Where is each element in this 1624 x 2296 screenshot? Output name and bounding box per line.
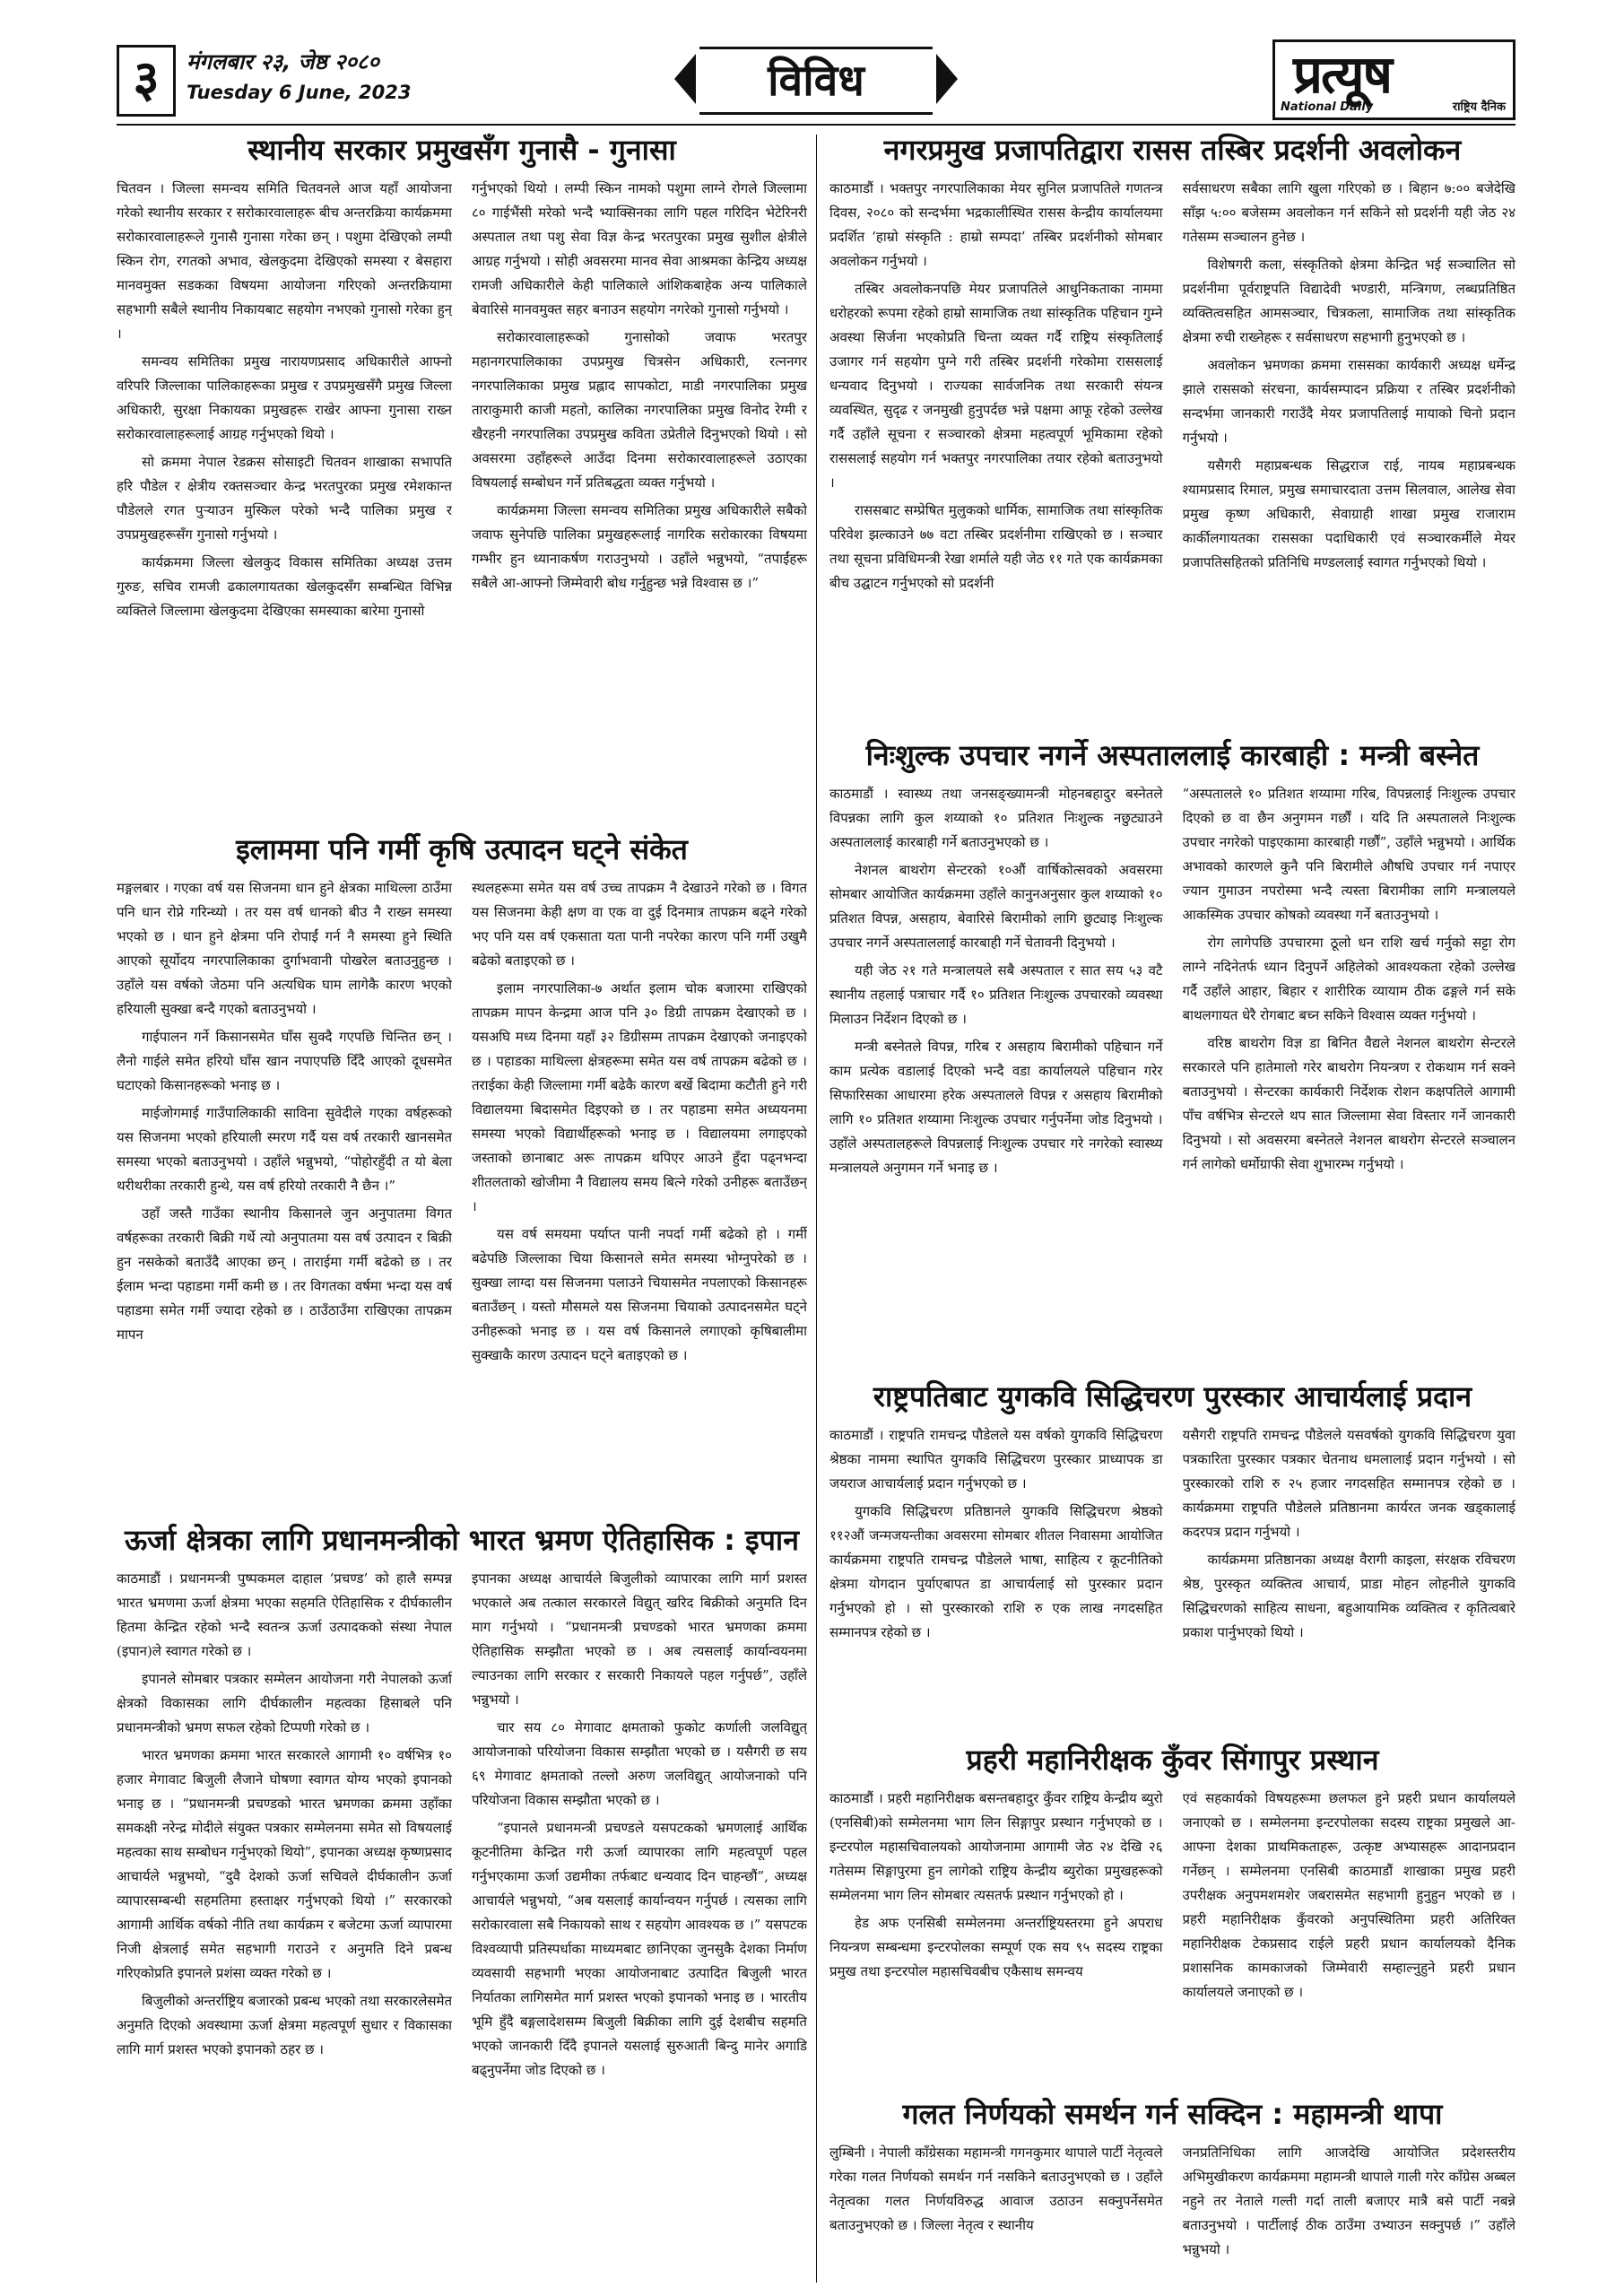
paragraph: काठमाडौं । प्रधानमन्त्री पुष्पकमल दाहाल ‘प्रचण्ड’ को हालै सम्पन्न भारत भ्रमणमा ऊर्जा क्षेत्रमा भएका सहमति ऐतिहासिक र दीर्घकालीन हितमा केन्द्रित रहेको भन्दै स्वतन्त्र ऊर्जा उत्पादकको संस्था नेपाल (इपान)ले स्वागत गरेको छ । bbox=[117, 1570, 452, 1659]
paragraph: अवलोकन भ्रमणका क्रममा राससका कार्यकारी अध्यक्ष धर्मेन्द्र झाले राससको संरचना, कार्यसम्पादन प्रक्रिया र तस्बिर प्रदर्शनीको सन्दर्भमा जानकारी गराउँदै मेयर प्रजापतिलाई मायाको चिनो प्रदान गर्नुभयो । bbox=[1182, 357, 1515, 446]
article-headline: प्रहरी महानिरीक्षक कुँवर सिंगापुर प्रस्थान bbox=[966, 1743, 1379, 1777]
article-headline: निःशुल्क उपचार नगर्ने अस्पताललाई कारबाही : मन्त्री बस्नेत bbox=[865, 738, 1480, 772]
article-column bbox=[117, 177, 452, 813]
date-nepali: मंगलबार २३, जेष्ठ २०८० bbox=[187, 49, 379, 74]
article-free-treatment bbox=[829, 735, 1515, 1368]
paragraph: यस वर्ष समयमा पर्याप्त पानी नपर्दा गर्मी बढेको हो । गर्मी बढेपछि जिल्लाका चिया किसानले समेत समस्या भोग्नुपरेको छ । सुक्खा लाग्दा यस सिजनमा पलाउने चियासमेत नपलाएको किसानहरू बताउँछन् । यस्तो मौसमले यस सिजनमा चियाको उत्पादनसमेत घट्ने उनीहरूको भनाइ छ । यस वर्ष किसानले लगाएको कृषिबालीमा सुक्खाकै कारण उत्पादन घट्ने बताइएको छ । bbox=[472, 1226, 807, 1363]
column-divider bbox=[816, 135, 817, 2283]
article-ilam-heat bbox=[117, 830, 807, 1511]
paragraph: रोग लागेपछि उपचारमा ठूलो धन राशि खर्च गर्नुको सट्टा रोग लाग्ने नदिनेतर्फ ध्यान दिनुपर्ने अहिलेको आवश्यकता रहेको उल्लेख गर्दै उहाँले आहार, बिहार र शारीरिक व्यायाम ठीक ढङ्गले गर्न सके बाथलगायत धेरै रोगबाट बच्न सकिने विश्वास व्यक्त गर्नुभयो । bbox=[1182, 935, 1515, 1023]
article-column bbox=[1183, 177, 1516, 715]
paragraph: यसैगरी महाप्रबन्धक सिद्धराज राई, नायब महाप्रबन्धक श्यामप्रसाद रिमाल, प्रमुख समाचारदाता उत्तम सिलवाल, आलेख सेवा प्रमुख कृष्ण अधिकारी, सेवाग्राही शाखा प्रमुख राजाराम कार्कीलगायतका राससका पदाधिकारी एवं सञ्चारकर्मीले मेयर प्रजापतिसहितको प्रतिनिधि मण्डललाई स्वागत गर्नुभएको थियो । bbox=[1182, 457, 1515, 570]
arrow-left-icon bbox=[674, 54, 696, 104]
date-block bbox=[187, 47, 411, 103]
article-column bbox=[829, 177, 1163, 715]
paragraph: काठमाडौं । प्रहरी महानिरीक्षक बसन्तबहादुर कुँवर राष्ट्रिय केन्द्रीय ब्युरो (एनसिबी)को सम्मेलनमा भाग लिन सिङ्गापुर प्रस्थान गर्नुभएको छ । इन्टरपोल महासचिवालयको आयोजनामा आगामी जेठ २४ देखि २६ गतेसम्म सिङ्गापुरमा हुन लागेको राष्ट्रिय केन्द्रीय ब्युरोका प्रमुखहरूको सम्मेलनमा भाग लिन सोमबार त्यसतर्फ प्रस्थान गर्नुभएको हो । bbox=[829, 1790, 1163, 1903]
paragraph: चितवन । जिल्ला समन्वय समिति चितवनले आज यहाँ आयोजना गरेको स्थानीय सरकार र सरोकारवालाहरू बीच अन्तरक्रिया कार्यक्रममा सरोकारवालाहरूले गुनासै गुनासा गरेका छन् । पशुमा देखिएको लम्पी स्किन रोग, रगतको अभाव, खेलकुदमा देखिएको समस्या र बेसहारा मानवमुक्त सडकका विषयमा आयोजना गरिएको अन्तरक्रियामा सहभागी सबैले स्थानीय निकायबाट सहयोग नभएको गुनासो गरेका हुन् । bbox=[117, 180, 452, 342]
article-headline: स्थानीय सरकार प्रमुखसँग गुनासै - गुनासा bbox=[248, 133, 676, 167]
newspaper-logo bbox=[1272, 39, 1515, 120]
paragraph: कार्यक्रममा प्रतिष्ठानका अध्यक्ष वैरागी काइला, संरक्षक रविचरण श्रेष्ठ, पुरस्कृत व्यक्तित्व आचार्य, प्राडा मोहन लोहनीले युगकवि सिद्धिचरणको साहित्य साधना, बहुआयामिक व्यक्तित्व र कृतित्वबारे प्रकाश पार्नुभएको थियो । bbox=[1182, 1552, 1515, 1640]
logo-tag-english: National Daily bbox=[1281, 100, 1374, 114]
article-energy-india-visit bbox=[117, 1520, 807, 2283]
article-column bbox=[1183, 1787, 1516, 2078]
paragraph: भारत भ्रमणका क्रममा भारत सरकारले आगामी १० वर्षभित्र १० हजार मेगावाट बिजुली लैजाने घोषणा स्वागत योग्य भएको इपानको भनाइ छ । “प्रधानमन्त्री प्रचण्डको भारत भ्रमणका क्रममा उहाँका समकक्षी नरेन्द्र मोदीले संयुक्त पत्रकार सम्मेलनमा समेत सो विषयलाई महत्वका साथ सम्बोधन गर्नुभएको थियो”, इपानका अध्यक्ष कृष्णप्रसाद आचार्यले भन्नुभयो, “दुवै देशको ऊर्जा सचिवले दीर्घकालीन ऊर्जा व्यापारसम्बन्धी सहमतिमा हस्ताक्षर गर्नुभएको थियो ।” सरकारको आगामी आर्थिक वर्षको नीति तथा कार्यक्रम र बजेटमा ऊर्जा व्यापारमा निजी क्षेत्रलाई समेत सहभागी गराउने र अनुमति दिने प्रबन्ध गरिएकोप्रति इपानले प्रशंसा व्यक्त गरेको छ । bbox=[117, 1747, 452, 1981]
article-police-chief bbox=[829, 1740, 1515, 2085]
paragraph: सरोकारवालाहरूको गुनासोको जवाफ भरतपुर महानगरपालिकाका उपप्रमुख चित्रसेन अधिकारी, रत्ननगर नगरपालिकाका प्रमुख प्रह्लाद सापकोटा, माडी नगरपालिका प्रमुख ताराकुमारी काजी महतो, कालिका नगरपालिका प्रमुख विनोद रेग्मी र खैरहनी नगरपालिका उपप्रमुख कविता उप्रेतीले दिनुभएको थियो । सो अवसरमा उहाँहरूले आउँदा दिनमा सरोकारवालाहरूले उठाएका विषयलाई सम्बोधन गर्ने प्रतिबद्धता व्यक्त गर्नुभयो । bbox=[472, 329, 807, 491]
paragraph: गाईपालन गर्ने किसानसमेत घाँस सुक्दै गएपछि चिन्तित छन् । लैनो गाईले समेत हरियो घाँस खान नपाएपछि दिँदै आएको दूधसमेत घटाएको किसानहरूको भनाइ छ । bbox=[117, 1029, 452, 1093]
article-column bbox=[472, 1567, 807, 2275]
article-column bbox=[472, 177, 807, 813]
paragraph: उहाँ जस्तै गाउँका स्थानीय किसानले जुन अनुपातमा विगत वर्षहरूका तरकारी बिक्री गर्थे त्यो अनुपातमा यस वर्ष उत्पादन र बिक्री हुन नसकेको बताउँदै आएका छन् । ताराईमा गर्मी बढेको छ । तर ईलाम भन्दा पहाडमा गर्मी कमी छ । तर विगतका वर्षमा भन्दा यस वर्ष पहाडमा समेत गर्मी ज्यादा रहेको छ । ठाउँठाउँमा राखिएका तापक्रम मापन bbox=[117, 1205, 452, 1343]
paragraph: काठमाडौं । राष्ट्रपति रामचन्द्र पौडेलले यस वर्षको युगकवि सिद्धिचरण श्रेष्ठका नाममा स्थापित युगकवि सिद्धिचरण पुरस्कार प्राध्यापक डा जयराज आचार्यलाई प्रदान गर्नुभएको छ । bbox=[829, 1427, 1163, 1492]
paragraph: राससबाट सम्प्रेषित मुलुकको धार्मिक, सामाजिक तथा सांस्कृतिक परिवेश झल्काउने ७७ वटा तस्बिर प्रदर्शनीमा राखिएको छ । सञ्चार तथा सूचना प्रविधिमन्त्री रेखा शर्माले यही जेठ ११ गते एक कार्यक्रमका बीच उद्घाटन गर्नुभएको सो प्रदर्शनी bbox=[829, 502, 1163, 591]
paragraph: तस्बिर अवलोकनपछि मेयर प्रजापतिले आधुनिकताका नाममा धरोहरको रूपमा रहेको हाम्रो सामाजिक तथा सांस्कृतिक पहिचान गुम्ने अवस्था सिर्जना भएकोप्रति चिन्ता व्यक्त गर्दै राष्ट्रिय संस्कृतिलाई उजागर गर्न सहयोग पुग्ने गरी तस्बिर प्रदर्शनी गरेकोमा राससलाई धन्यवाद दिनुभयो । राज्यका सार्वजनिक तथा सरकारी संयन्त्र व्यवस्थित, सुदृढ र जनमुखी हुनुपर्दछ भन्ने पक्षमा आफू रहेको उल्लेख गर्दै उहाँले सूचना र सञ्चारको क्षेत्रमा महत्वपूर्ण भूमिकामा रहेको राससलाई सहयोग गर्न भक्तपुर नगरपालिका तयार रहेको बताउनुभयो । bbox=[829, 281, 1163, 491]
paragraph: कार्यक्रममा जिल्ला समन्वय समितिका प्रमुख अधिकारीले सबैको जवाफ सुनेपछि पालिका प्रमुखहरूलाई नागरिक सरोकारका विषयमा गम्भीर हुन ध्यानाकर्षण गराउनुभयो । उहाँले भन्नुभयो, “तपाईंहरू सबैले आ-आफ्नो जिम्मेवारी बोध गर्नुहुन्छ भन्ने विश्वास छ ।” bbox=[472, 502, 807, 591]
article-photo-exhibition bbox=[829, 130, 1515, 722]
logo-tag-nepali: राष्ट्रिय दैनिक bbox=[1452, 100, 1506, 114]
article-headline: नगरप्रमुख प्रजापतिद्वारा रासस तस्बिर प्रदर्शनी अवलोकन bbox=[883, 133, 1462, 167]
masthead-rule bbox=[117, 124, 1515, 126]
article-column bbox=[472, 876, 807, 1504]
section-title: विविध bbox=[699, 47, 933, 115]
paragraph: इलाम नगरपालिका-७ अर्थात इलाम चोक बजारमा राखिएको तापक्रम मापन केन्द्रमा आज पनि ३० डिग्री तापक्रम देखाएको छ । यसअघि मध्य दिनमा यहाँ ३२ डिग्रीसम्म तापक्रम देखाएको जनाइएको छ । पहाडका माथिल्ला क्षेत्रहरूमा समेत यस वर्ष तापक्रम बढेको छ । तराईका केही जिल्लामा गर्मी बढेकै कारण बर्खे बिदामा कटौती हुने गरी विद्यालयमा बिदासमेत दिइएको छ । तर पहाडमा समेत अध्ययनमा समस्या भएको विद्यार्थीहरूको भनाइ छ । विद्यालयमा लगाइएको जस्ताको छानाबाट अरू तापक्रम थपिएर आउने हुँदा पढ्नभन्दा शीतलताको खोजीमा नै विद्यालय समय बित्ने गरेको उनीहरू बताउँछन् । bbox=[472, 980, 807, 1214]
paragraph: काठमाडौं । स्वास्थ्य तथा जनसङ्ख्यामन्त्री मोहनबहादुर बस्नेतले विपन्नका लागि कुल शय्याको १० प्रतिशत निःशुल्क नछुट्याउने अस्पताललाई कारबाही गर्ने बताउनुभएको छ । bbox=[829, 786, 1163, 850]
article-column bbox=[1183, 782, 1516, 1361]
paragraph: मन्त्री बस्नेतले विपन्न, गरिब र असहाय बिरामीको पहिचान गर्ने काम प्रत्येक वडालाई दिएको भन्दै वडा कार्यालयले पहिचान गरेर सिफारिसका आधारमा हरेक अस्पतालले विपन्न र असहाय बिरामीको लागि १० प्रतिशत शय्यामा निःशुल्क उपचार गर्नुपर्नेमा जोड दिनुभयो । उहाँले अस्पतालहरूले विपन्नलाई निःशुल्क उपचार गरे नगरेको स्वास्थ्य मन्त्रालयले अनुगमन गर्ने भनाइ छ । bbox=[829, 1039, 1163, 1176]
article-headline: ऊर्जा क्षेत्रका लागि प्रधानमन्त्रीको भारत भ्रमण ऐतिहासिक : इपान bbox=[125, 1523, 799, 1557]
paragraph: स्थलहरूमा समेत यस वर्ष उच्च तापक्रम नै देखाउने गरेको छ । विगत यस सिजनमा केही क्षण वा एक वा दुई दिनमात्र तापक्रम बढ्ने गरेको भए पनि यस वर्ष एकसाता यता पानी नपरेका कारण पनि गर्मी उखुमै बढेको बताइएको छ । bbox=[472, 880, 807, 969]
article-column bbox=[117, 1567, 452, 2275]
paragraph: वरिष्ठ बाथरोग विज्ञ डा बिनित वैद्यले नेशनल बाथरोग सेन्टरले सरकारले पनि हातेमालो गरेर बाथरोग नियन्त्रण र रोकथाम गर्न सक्ने बताउनुभयो । सेन्टरका कार्यकारी निर्देशक रोशन कक्षपतिले आगामी पाँच वर्षभित्र सेन्टरले थप सात जिल्लामा सेवा विस्तार गर्ने जानकारी दिनुभयो । सो अवसरमा बस्नेतले नेशनल बाथरोग सेन्टरले सञ्चालन गर्न लागेको धर्मोग्राफी सेवा शुभारम्भ गर्नुभयो । bbox=[1182, 1035, 1515, 1172]
article-column bbox=[117, 876, 452, 1504]
paragraph: मङ्गलबार । गएका वर्ष यस सिजनमा धान हुने क्षेत्रका माथिल्ला ठाउँमा पनि धान रोप्ने गरिन्थ्यो । तर यस वर्ष धानको बीउ नै राख्न समस्या भएको छ । धान हुने क्षेत्रमा पनि रोपाईं गर्न नै समस्या हुने स्थिति आएको सूर्योदय नगरपालिकाका दुर्गाभवानी पोखरेल बताउनुहुन्छ । उहाँले यस वर्षको जेठमा पनि अत्यधिक घाम लागेकै कारण भएको हरियाली सुक्खा बन्दै गएको बताउनुभयो । bbox=[117, 880, 452, 1017]
article-column bbox=[829, 1787, 1163, 2078]
article-thapa-remarks bbox=[829, 2094, 1515, 2283]
article-headline: गलत निर्णयको समर्थन गर्न सक्दिन : महामन्त्री थापा bbox=[902, 2097, 1443, 2131]
paragraph: कार्यक्रममा जिल्ला खेलकुद विकास समितिका अध्यक्ष उत्तम गुरुङ, सचिव रामजी ढकालगायतका खेलकुदसँग सम्बन्धित विभिन्न व्यक्तिले जिल्लामा खेलकुदमा देखिएका समस्याका बारेमा गुनासो bbox=[117, 554, 452, 619]
paragraph: हेड अफ एनसिबी सम्मेलनमा अन्तर्राष्ट्रियस्तरमा हुने अपराध नियन्त्रण सम्बन्धमा इन्टरपोलका सम्पूर्ण एक सय ९५ सदस्य राष्ट्रका प्रमुख तथा इन्टरपोल महासचिवबीच एकैसाथ समन्वय bbox=[829, 1915, 1163, 1979]
paragraph: समन्वय समितिका प्रमुख नारायणप्रसाद अधिकारीले आफ्नो वरिपरि जिल्लाका पालिकाहरूका प्रमुख र उपप्रमुखसँगै प्रमुख जिल्ला अधिकारी, सुरक्षा निकायका प्रमुखहरू राखेर आफ्ना गुनासा राख्न सरोकारवालाहरूलाई आग्रह गर्नुभएको थियो । bbox=[117, 353, 452, 442]
paragraph: नेशनल बाथरोग सेन्टरको १०औं वार्षिकोत्सवको अवसरमा सोमबार आयोजित कार्यक्रममा उहाँले कानुनअनुसार कुल शय्याको १० प्रतिशत विपन्न, असहाय, बेवारिसे बिरामीको लागि छुट्याइ निःशुल्क उपचार नगर्ने अस्पताललाई कारबाही गर्ने चेतावनी दिनुभयो । bbox=[829, 862, 1163, 951]
logo-text: प्रत्यूष bbox=[1293, 44, 1391, 105]
paragraph: “इपानले प्रधानमन्त्री प्रचण्डले यसपटकको भ्रमणलाई आर्थिक कूटनीतिमा केन्द्रित गरी ऊर्जा व्यापारका लागि महत्वपूर्ण पहल गर्नुभएकामा ऊर्जा उद्यमीका तर्फबाट धन्यवाद दिन चाहन्छौं”, अध्यक्ष आचार्यले भन्नुभयो, “अब यसलाई कार्यान्वयन गर्नुपर्छ । त्यसका लागि सरोकारवाला सबै निकायको साथ र सहयोग आवश्यक छ ।” यसपटक विश्वव्यापी प्रतिस्पर्धाका माध्यमबाट छानिएका जुनसुकै देशका निर्माण व्यवसायी सहभागी भएका आयोजनाबाट उत्पादित बिजुली भारत निर्यातका लागिसमेत मार्ग प्रशस्त भएको इपानको भनाइ छ । भारतीय भूमि हुँदै बङ्गलादेशसम्म बिजुली बिक्रीका लागि दुई देशबीच सहमति भएको जानकारी दिँदै इपानले यसलाई सुरुआती बिन्दु मानेर अगाडि बढ्नुपर्नेमा जोड दिएको छ । bbox=[472, 1820, 807, 2078]
paragraph: चार सय ८० मेगावाट क्षमताको फुकोट कर्णाली जलविद्युत् आयोजनाको परियोजना विकास सम्झौता भएको छ । यसैगरी छ सय ६९ मेगावाट क्षमताको तल्लो अरुण जलविद्युत् आयोजनाको पनि परियोजना विकास सम्झौता भएको छ । bbox=[472, 1719, 807, 1808]
paragraph: गर्नुभएको थियो । लम्पी स्किन नामको पशुमा लाग्ने रोगले जिल्लामा ८० गाईभैंसी मरेको भन्दै भ्याक्सिनका लागि पहल गरिदिन भेटेरिनरी अस्पताल तथा पशु सेवा विज्ञ केन्द्र भरतपुरका प्रमुख सुशील क्षेत्रीले आग्रह गर्नुभयो । सोही अवसरमा मानव सेवा आश्रमका केन्द्रिय अध्यक्ष रामजी अधिकारीले केही पालिकाले आंशिकबाहेक अन्य पालिकाले बेवारिसे मानवमुक्त सहर बनाउन सहयोग नगरेको गुनासो गर्नुभयो । bbox=[472, 180, 807, 317]
article-column bbox=[829, 2141, 1163, 2275]
paragraph: युगकवि सिद्धिचरण प्रतिष्ठानले युगकवि सिद्धिचरण श्रेष्ठको ११२औं जन्मजयन्तीका अवसरमा सोमबार शीतल निवासमा आयोजित कार्यक्रममा राष्ट्रपति रामचन्द्र पौडेलले भाषा, साहित्य र कूटनीतिको क्षेत्रमा योगदान पुर्याएबापत डा आचार्यलाई सो पुरस्कार प्रदान गर्नुभएको हो । सो पुरस्कारको राशि रु एक लाख नगदसहित सम्मानपत्र रहेको छ । bbox=[829, 1503, 1163, 1640]
article-column bbox=[1183, 1423, 1516, 1724]
masthead bbox=[117, 34, 1515, 124]
paragraph: सर्वसाधरण सबैका लागि खुला गरिएको छ । बिहान ७:०० बजेदेखि साँझ ५:०० बजेसम्म अवलोकन गर्न सकिने सो प्रदर्शनी यही जेठ २४ गतेसम्म सञ्चालन हुनेछ । bbox=[1182, 180, 1515, 245]
paragraph: इपानका अध्यक्ष आचार्यले बिजुलीको व्यापारका लागि मार्ग प्रशस्त भएकाले अब तत्काल सरकारले विद्युत् खरिद बिक्रीको अनुमति दिन माग गर्नुभयो । “प्रधानमन्त्री प्रचण्डको भारत भ्रमणका क्रममा ऐतिहासिक सम्झौता भएको छ । अब त्यसलाई कार्यान्वयनमा ल्याउनका लागि सरकार र सरकारी निकायले पहल गर्नुपर्छ”, उहाँले भन्नुभयो । bbox=[472, 1570, 807, 1708]
page-number: ३ bbox=[117, 45, 176, 117]
article-local-government bbox=[117, 130, 807, 821]
article-headline: राष्ट्रपतिबाट युगकवि सिद्धिचरण पुरस्कार आचार्यलाई प्रदान bbox=[873, 1379, 1472, 1413]
article-headline: इलाममा पनि गर्मी कृषि उत्पादन घट्ने संकेत bbox=[236, 832, 688, 866]
paragraph: यही जेठ २१ गते मन्त्रालयले सबै अस्पताल र सात सय ५३ वटै स्थानीय तहलाई पत्राचार गर्दै १० प्रतिशत निःशुल्क उपचारको व्यवस्था मिलाउन निर्देशन दिएको छ । bbox=[829, 962, 1163, 1027]
article-column bbox=[1183, 2141, 1516, 2275]
paragraph: जनप्रतिनिधिका लागि आजदेखि आयोजित प्रदेशस्तरीय अभिमुखीकरण कार्यक्रममा महामन्त्री थापाले गाली गरेर काँग्रेस अब्बल नहुने तर नेताले गल्ती गर्दा ताली बजाएर मात्रै बसे पार्टी नबन्ने बताउनुभयो । पार्टीलाई ठीक ठाउँमा उभ्याउन सक्नुपर्छ ।” उहाँले भन्नुभयो । bbox=[1182, 2144, 1515, 2257]
paragraph: माईजोगमाई गाउँपालिकाकी साविना सुवेदीले गएका वर्षहरूको यस सिजनमा भएको हरियाली स्मरण गर्दै यस वर्ष तरकारी खानसमेत समस्या भएको बताउनुभयो । उहाँले भन्नुभयो, “पोहोरहुँदी त यो बेला थरीथरीका तरकारी हुन्थे, यस वर्ष हरियो तरकारी नै छैन ।” bbox=[117, 1105, 452, 1194]
paragraph: विशेषगरी कला, संस्कृतिको क्षेत्रमा केन्द्रित भई सञ्चालित सो प्रदर्शनीमा पूर्वराष्ट्रपति विद्यादेवी भण्डारी, मन्त्रिगण, लब्धप्रतिष्ठित व्यक्तित्वसहित आमसञ्चार, चित्रकला, सामाजिक तथा सांस्कृतिक क्षेत्रमा रुची राख्नेहरू र सर्वसाधरण सहभागी हुनुभएको छ । bbox=[1182, 257, 1515, 345]
article-column bbox=[829, 782, 1163, 1361]
date-english: Tuesday 6 June, 2023 bbox=[187, 82, 412, 103]
paragraph: लुम्बिनी । नेपाली काँग्रेसका महामन्त्री गगनकुमार थापाले पार्टी नेतृत्वले गरेका गलत निर्णयको समर्थन गर्न नसकिने बताउनुभएको छ । उहाँले नेतृत्वका गलत निर्णयविरुद्ध आवाज उठाउन सक्नुपर्नेसमेत बताउनुभएको छ । जिल्ला नेतृत्व र स्थानीय bbox=[829, 2144, 1163, 2233]
paragraph: बिजुलीको अन्तर्राष्ट्रिय बजारको प्रबन्ध भएको तथा सरकारलेसमेत अनुमति दिएको अवस्थामा ऊर्जा क्षेत्रमा महत्वपूर्ण सुधार र विकासका लागि मार्ग प्रशस्त भएको इपानको ठहर छ । bbox=[117, 1993, 452, 2057]
paragraph: एवं सहकार्यको विषयहरूमा छलफल हुने प्रहरी प्रधान कार्यालयले जनाएको छ । सम्मेलनमा इन्टरपोलका सदस्य राष्ट्रका प्रमुखले आ-आफ्ना देशका प्राथमिकताहरू, उत्कृष्ट अभ्यासहरू आदानप्रदान गर्नेछन् । सम्मेलनमा एनसिबी काठमाडौं शाखाका प्रमुख प्रहरी उपरीक्षक अनुपमशमशेर जबरासमेत सहभागी हुनुहुन भएको छ । प्रहरी महानिरीक्षक कुँवरको अनुपस्थितिमा प्रहरी अतिरिक्त महानिरीक्षक टेकप्रसाद राईले प्रहरी प्रधान कार्यालयको दैनिक प्रशासनिक कामकाजको जिम्मेवारी सम्हाल्नुहुने प्रहरी प्रधान कार्यालयले जनाएको छ । bbox=[1182, 1790, 1515, 2000]
paragraph: सो क्रममा नेपाल रेडक्रस सोसाइटी चितवन शाखाका सभापति हरि पौडेल र क्षेत्रीय रक्तसञ्चार केन्द्र भरतपुरका प्रमुख रमेशकान्त पौडेलले रगत पुऱ्याउन मुस्किल परेको भन्दै पालिका प्रमुख र उपप्रमुखहरूसँग गुनासो गर्नुभयो । bbox=[117, 454, 452, 543]
paragraph: “अस्पतालले १० प्रतिशत शय्यामा गरिब, विपन्नलाई निःशुल्क उपचार दिएको छ वा छैन अनुगमन गर्छौं । यदि ति अस्पतालले निःशुल्क उपचार नगरेको पाइएकामा कारबाही गर्छौं”, उहाँले भन्नुभयो । आर्थिक अभावको कारणले कुनै पनि बिरामीले औषधि उपचार गर्न नपाएर ज्यान गुमाउन नपरोस्मा भन्दै त्यस्ता बिरामीका लागि मन्त्रालयले आकस्मिक उपचार कोषको व्यवस्था गर्ने बताउनुभयो । bbox=[1182, 786, 1515, 923]
article-siddhicharan-award bbox=[829, 1377, 1515, 1731]
paragraph: यसैगरी राष्ट्रपति रामचन्द्र पौडेलले यसवर्षको युगकवि सिद्धिचरण युवा पत्रकारिता पुरस्कार पत्रकार चेतनाथ धमलालाई प्रदान गर्नुभयो । सो पुरस्कारको राशि रु २५ हजार नगदसहित सम्मानपत्र रहेको छ । कार्यक्रममा राष्ट्रपति पौडेलले प्रतिष्ठानमा कार्यरत जनक खड्कालाई कदरपत्र प्रदान गर्नुभयो । bbox=[1182, 1427, 1515, 1540]
arrow-right-icon bbox=[936, 54, 958, 104]
article-column bbox=[829, 1423, 1163, 1724]
paragraph: काठमाडौं । भक्तपुर नगरपालिकाका मेयर सुनिल प्रजापतिले गणतन्त्र दिवस, २०८० को सन्दर्भमा भद्रकालीस्थित रासस केन्द्रीय कार्यालयमा प्रदर्शित ‘हाम्रो संस्कृति : हाम्रो सम्पदा’ तस्बिर प्रदर्शनीको सोमबार अवलोकन गर्नुभयो । bbox=[829, 180, 1163, 269]
paragraph: इपानले सोमबार पत्रकार सम्मेलन आयोजना गरी नेपालको ऊर्जा क्षेत्रको विकासका लागि दीर्घकालीन महत्वका हिसाबले पनि प्रधानमन्त्रीको भ्रमण सफल रहेको टिप्पणी गरेको छ । bbox=[117, 1671, 452, 1735]
